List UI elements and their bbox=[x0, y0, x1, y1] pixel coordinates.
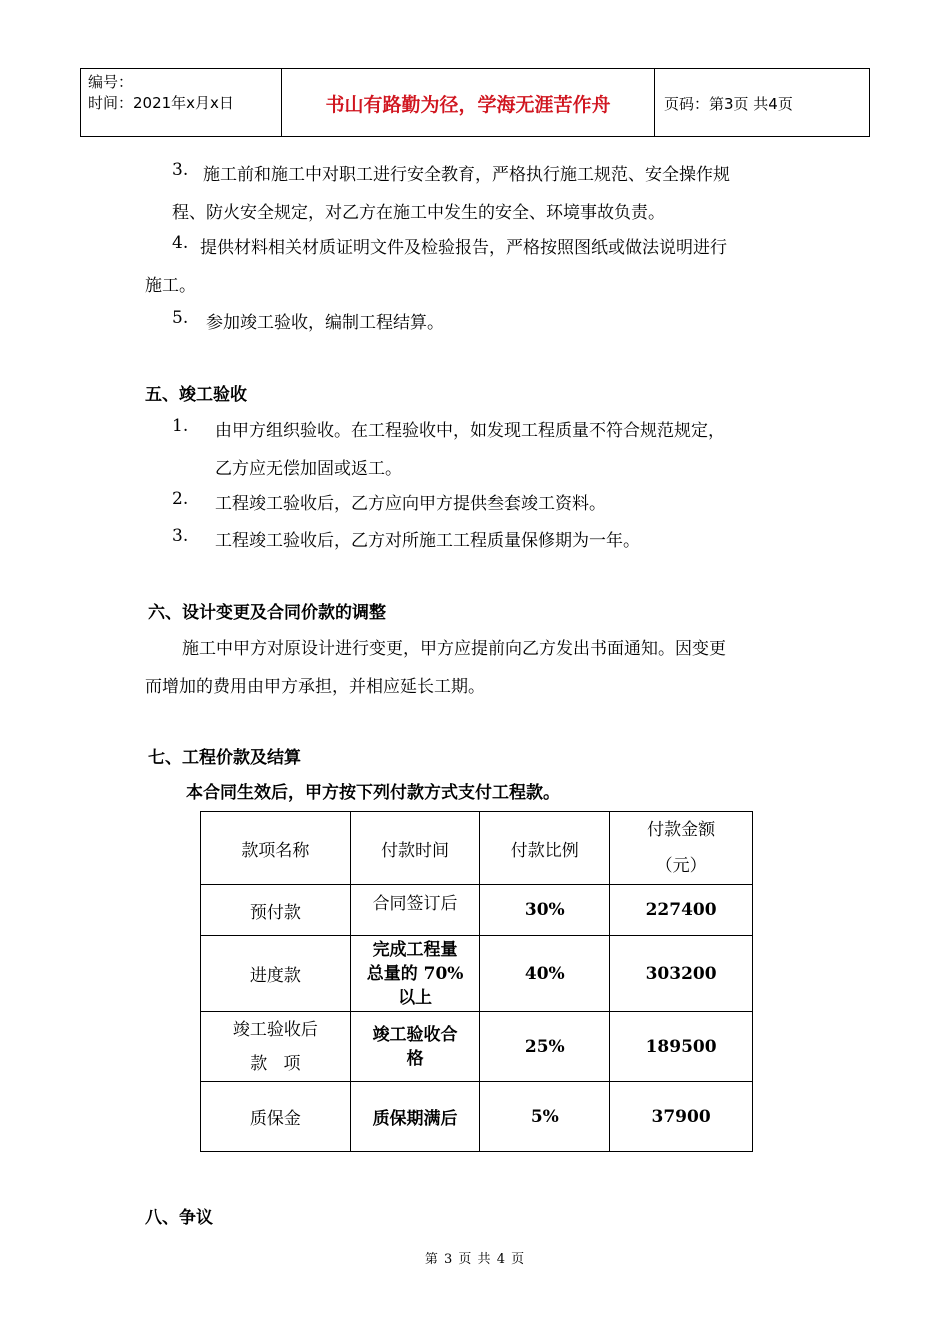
table-cell: 303200 bbox=[610, 936, 753, 1012]
document-time-label: 时间：2021年x月x日 bbox=[88, 94, 234, 112]
table-cell bbox=[350, 1012, 480, 1082]
page-footer: 第 3 页 共 4 页 bbox=[424, 1252, 526, 1267]
table-cell: 37900 bbox=[610, 1082, 753, 1152]
table-cell bbox=[201, 1012, 351, 1082]
header-divider bbox=[869, 68, 870, 136]
table-cell: 30% bbox=[480, 885, 610, 936]
header-motto: 书山有路勤为径，学海无涯苦作舟 bbox=[325, 94, 611, 116]
header-divider bbox=[80, 68, 81, 136]
table-cell bbox=[350, 936, 480, 1012]
table-cell: 25% bbox=[480, 1012, 610, 1082]
table-row bbox=[201, 936, 753, 1012]
amount-header-label: 付款金额 bbox=[647, 820, 716, 840]
table-cell: 质保期满后 bbox=[350, 1082, 480, 1152]
table-cell: 进度款 bbox=[201, 936, 351, 1012]
table-intro: 本合同生效后，甲方按下列付款方式支付工程款。 bbox=[186, 783, 560, 803]
cell-line: 以上 bbox=[398, 987, 433, 1008]
section-heading: 六、设计变更及合同价款的调整 bbox=[148, 603, 386, 623]
list-item-number: 5. bbox=[172, 308, 189, 328]
cell-line: 竣工验收后 bbox=[232, 1019, 318, 1040]
paragraph-line: 施工。 bbox=[145, 276, 196, 296]
section-heading: 五、竣工验收 bbox=[145, 385, 247, 405]
paragraph-line: 工程竣工验收后，乙方对所施工工程质量保修期为一年。 bbox=[215, 531, 640, 551]
paragraph-line: 乙方应无偿加固或返工。 bbox=[215, 459, 402, 479]
table-cell: 227400 bbox=[610, 885, 753, 936]
cell-line: 总量的 70% bbox=[366, 963, 464, 984]
table-cell: 5% bbox=[480, 1082, 610, 1152]
table-header-cell: 付款时间 bbox=[350, 812, 480, 885]
header-divider bbox=[654, 68, 655, 136]
paragraph-line: 由甲方组织验收。在工程验收中，如发现工程质量不符合规范规定， bbox=[215, 421, 725, 441]
list-item-number: 4. bbox=[172, 233, 189, 253]
header-bottom-rule bbox=[80, 136, 870, 137]
table-cell: 预付款 bbox=[201, 885, 351, 936]
table-row bbox=[201, 1082, 753, 1152]
paragraph-line: 提供材料相关材质证明文件及检验报告，严格按照图纸或做法说明进行 bbox=[200, 238, 727, 258]
list-item-number: 1. bbox=[172, 416, 189, 436]
list-item-number: 3. bbox=[172, 160, 189, 180]
table-header-cell bbox=[610, 812, 753, 885]
paragraph-line: 施工前和施工中对职工进行安全教育，严格执行施工规范、安全操作规 bbox=[203, 165, 730, 185]
header-page-info: 页码：第3页 共4页 bbox=[664, 95, 793, 113]
section-heading: 八、争议 bbox=[145, 1208, 213, 1228]
paragraph-line: 施工中甲方对原设计进行变更，甲方应提前向乙方发出书面通知。因变更 bbox=[182, 639, 726, 659]
table-cell: 40% bbox=[480, 936, 610, 1012]
header-top-rule bbox=[80, 68, 870, 69]
header-meta bbox=[88, 72, 234, 114]
list-item-number: 3. bbox=[172, 526, 189, 546]
cell-line: 款 项 bbox=[250, 1053, 301, 1074]
document-number-label: 编号： bbox=[88, 73, 134, 91]
cell-line: 竣工验收合 bbox=[372, 1024, 458, 1045]
table-cell: 合同签订后 bbox=[350, 885, 480, 936]
paragraph-line: 程、防火安全规定，对乙方在施工中发生的安全、环境事故负责。 bbox=[172, 203, 665, 223]
table-header-cell: 款项名称 bbox=[201, 812, 351, 885]
cell-line: 格 bbox=[406, 1048, 424, 1069]
table-header-row bbox=[201, 812, 753, 885]
table-row bbox=[201, 885, 753, 936]
table-header-cell: 付款比例 bbox=[480, 812, 610, 885]
paragraph-line: 工程竣工验收后，乙方应向甲方提供叁套竣工资料。 bbox=[215, 494, 606, 514]
list-item-number: 2. bbox=[172, 489, 189, 509]
paragraph-line: 而增加的费用由甲方承担，并相应延长工期。 bbox=[145, 677, 485, 697]
amount-header-unit: （元） bbox=[655, 856, 707, 876]
table-cell: 质保金 bbox=[201, 1082, 351, 1152]
cell-line: 完成工程量 bbox=[372, 939, 458, 960]
section-heading: 七、工程价款及结算 bbox=[148, 748, 301, 768]
table-cell: 189500 bbox=[610, 1012, 753, 1082]
paragraph-line: 参加竣工验收，编制工程结算。 bbox=[206, 313, 444, 333]
payment-table bbox=[200, 811, 753, 1152]
table-row bbox=[201, 1012, 753, 1082]
